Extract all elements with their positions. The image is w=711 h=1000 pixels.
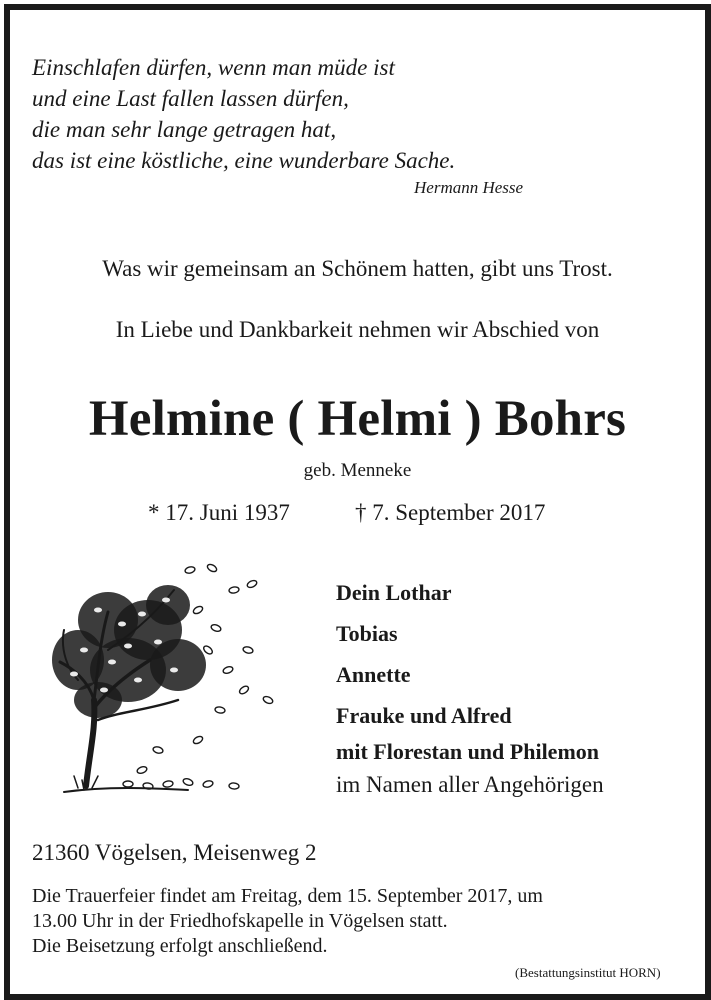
relatives-line: im Namen aller Angehörigen (336, 772, 604, 797)
birth-name: geb. Menneke (303, 460, 412, 481)
poem-line: das ist eine köstliche, eine wunderbare Sache. (32, 148, 456, 173)
poem-line: und eine Last fallen lassen dürfen, (32, 86, 349, 111)
family-address: 21360 Vögelsen, Meisenweg 2 (32, 840, 317, 865)
comfort-line: Was wir gemeinsam an Schönem hatten, gibt uns Trost. (102, 256, 613, 281)
deceased-name: Helmine ( Helmi ) Bohrs (88, 391, 627, 447)
mourner-name: mit Florestan und Philemon (336, 739, 600, 764)
birth-date: * 17. Juni 1937 (148, 500, 290, 525)
mourner-name: Annette (336, 662, 411, 687)
notice-line: 13.00 Uhr in der Friedhofskapelle in Vögelsen statt. (32, 910, 448, 932)
tree-with-falling-leaves-icon (38, 550, 288, 800)
poem-author: Hermann Hesse (414, 178, 524, 197)
funeral-notice (32, 884, 543, 959)
poem-line: Einschlafen dürfen, wenn man müde ist (32, 55, 395, 80)
obituary-card (4, 4, 711, 1000)
poem (32, 52, 455, 176)
undertaker-credit: (Bestattungsinstitut HORN) (515, 965, 661, 980)
notice-line: Die Beisetzung erfolgt anschließend. (32, 935, 328, 957)
mourners-list (336, 572, 599, 768)
notice-line: Die Trauerfeier findet am Freitag, dem 15. September 2017, um (32, 885, 543, 907)
farewell-line: In Liebe und Dankbarkeit nehmen wir Abschied von (115, 317, 600, 342)
death-date: † 7. September 2017 (355, 500, 546, 525)
mourner-name: Tobias (336, 621, 398, 646)
mourner-name: Frauke und Alfred (336, 703, 512, 728)
poem-line: die man sehr lange getragen hat, (32, 117, 337, 142)
mourner-name: Dein Lothar (336, 580, 452, 605)
